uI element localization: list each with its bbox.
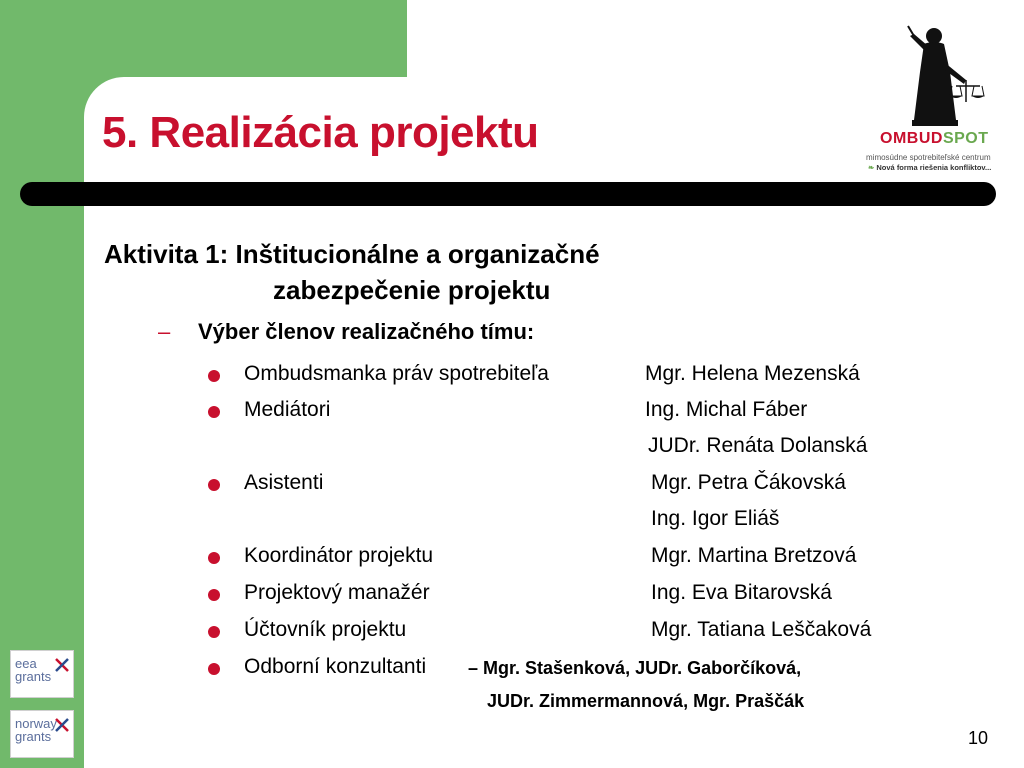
role-label: Asistenti bbox=[244, 471, 324, 494]
norway-grants-logo bbox=[10, 710, 74, 758]
team-row bbox=[0, 581, 1024, 611]
activity-heading-line1: Aktivita 1: Inštitucionálne a organizačné bbox=[104, 239, 600, 269]
bullet-icon bbox=[208, 406, 220, 418]
cross-mark-icon bbox=[54, 657, 70, 673]
team-row bbox=[0, 471, 1024, 501]
logo-brand-b: SPOT bbox=[942, 130, 989, 147]
team-subheading-text: Výber členov realizačného tímu: bbox=[198, 319, 535, 344]
consultants-names: – Mgr. Stašenková, JUDr. Gaborčíková, bbox=[468, 658, 802, 678]
member-name: Ing. Igor Eliáš bbox=[651, 507, 780, 530]
member-name: Mgr. Martina Bretzová bbox=[651, 544, 857, 567]
eea-grants-logo bbox=[10, 650, 74, 698]
team-row bbox=[0, 618, 1024, 648]
bullet-icon bbox=[208, 479, 220, 491]
role-label: Projektový manažér bbox=[244, 581, 430, 604]
member-name: Ing. Michal Fáber bbox=[645, 398, 808, 421]
member-name: Mgr. Petra Čákovská bbox=[651, 471, 846, 494]
activity-heading bbox=[104, 236, 600, 308]
page-number: 10 bbox=[968, 728, 989, 748]
justice-statue-icon bbox=[862, 22, 1014, 128]
role-label: Mediátori bbox=[244, 398, 331, 421]
team-row-continued bbox=[0, 434, 1024, 464]
slide-title: 5. Realizácia projektu bbox=[102, 108, 539, 157]
role-label: Odborní konzultanti bbox=[244, 655, 427, 678]
logo-subtitle: mimosúdne spotrebiteľské centrum bbox=[866, 153, 991, 162]
bullet-icon bbox=[208, 370, 220, 382]
bullet-icon bbox=[208, 552, 220, 564]
logo-tagline-text: Nová forma riešenia konfliktov... bbox=[876, 163, 992, 172]
team-row-consultants bbox=[0, 655, 1024, 685]
bullet-icon bbox=[208, 589, 220, 601]
bullet-icon bbox=[208, 626, 220, 638]
team-subheading bbox=[158, 319, 534, 345]
team-row bbox=[0, 398, 1024, 428]
title-divider bbox=[20, 182, 996, 206]
activity-heading-line2: zabezpečenie projektu bbox=[273, 275, 551, 305]
team-row bbox=[0, 362, 1024, 392]
member-name: JUDr. Renáta Dolanská bbox=[648, 434, 868, 457]
team-row bbox=[0, 544, 1024, 574]
ombudspot-logo bbox=[862, 22, 1014, 178]
consultants-names-continued: JUDr. Zimmermannová, Mgr. Praščák bbox=[487, 691, 805, 711]
role-label: Účtovník projektu bbox=[244, 618, 407, 641]
leaf-icon: ❧ bbox=[868, 163, 875, 172]
role-label: Ombudsmanka práv spotrebiteľa bbox=[244, 362, 549, 385]
cross-mark-icon bbox=[54, 717, 70, 733]
logo-brand-a: OMBUD bbox=[880, 130, 943, 147]
team-row-continued bbox=[0, 507, 1024, 537]
logo-brand bbox=[880, 130, 989, 148]
member-name: Mgr. Helena Mezenská bbox=[645, 362, 860, 385]
dash-marker: – bbox=[158, 319, 171, 344]
member-name: Mgr. Tatiana Leščaková bbox=[651, 618, 872, 641]
logo-tagline bbox=[868, 163, 991, 172]
eea-grants-text: eea grants bbox=[15, 656, 52, 684]
bullet-icon bbox=[208, 663, 220, 675]
norway-grants-text: norway grants bbox=[15, 716, 57, 744]
role-label: Koordinátor projektu bbox=[244, 544, 434, 567]
member-name: Ing. Eva Bitarovská bbox=[651, 581, 832, 604]
